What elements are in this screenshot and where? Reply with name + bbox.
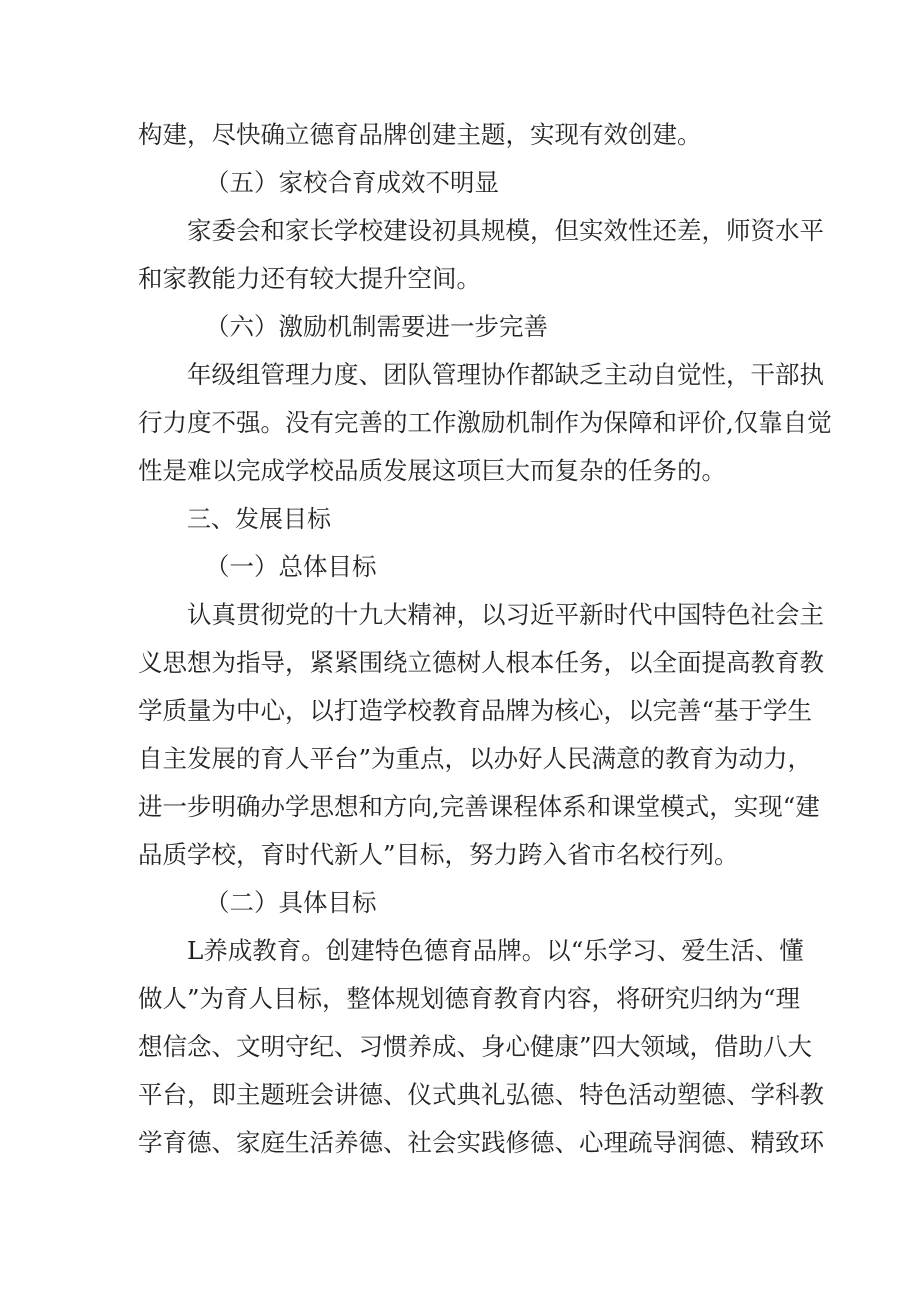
paragraph-line: 做人”为育人目标，整体规划德育教育内容，将研究归纳为“理 — [138, 984, 801, 1013]
paragraph-line: 学质量为中心，以打造学校教育品牌为核心，以完善“基于学生 — [138, 696, 813, 725]
paragraph-line: 义思想为指导，紧紧围绕立德树人根本任务，以全面提高教育教 — [138, 648, 824, 677]
paragraph-line: 想信念、文明守纪、习惯养成、身心健康”四大领域，借助八大 — [138, 1032, 813, 1061]
paragraph-line: 性是难以完成学校品质发展这项巨大而复杂的任务的。 — [138, 456, 726, 485]
subheading-five: （五）家校合育成效不明显 — [205, 168, 499, 197]
paragraph-line: 进一步明确办学思想和方向,完善课程体系和课堂模式，实现“建 — [138, 792, 820, 821]
section-heading: 三、发展目标 — [187, 505, 331, 533]
subheading-overall-goal: （一）总体目标 — [205, 552, 377, 581]
paragraph-line: 年级组管理力度、团队管理协作都缺乏主动自觉性，干部执 — [187, 360, 824, 389]
paragraph-line: 家委会和家长学校建设初具规模，但实效性还差，师资水平 — [187, 216, 824, 245]
paragraph-line: 自主发展的育人平台”为重点，以办好人民满意的教育为动力， — [138, 744, 813, 773]
paragraph-line: L养成教育。创建特色德育品牌。以“乐学习、爱生活、懂 — [187, 936, 804, 965]
paragraph-line: 学育德、家庭生活养德、社会实践修德、心理疏导润德、精致环 — [138, 1128, 824, 1157]
subheading-specific-goal: （二）具体目标 — [205, 888, 377, 917]
paragraph-line: 平台，即主题班会讲德、仪式典礼弘德、特色活动塑德、学科教 — [138, 1080, 824, 1109]
paragraph-line: 和家教能力还有较大提升空间。 — [138, 264, 481, 293]
paragraph-line: 品质学校，育时代新人”目标，努力跨入省市名校行列。 — [138, 840, 739, 869]
paragraph-line: 行力度不强。没有完善的工作激励机制作为保障和评价,仅靠自觉 — [138, 408, 832, 437]
paragraph-line: 构建，尽快确立德育品牌创建主题，实现有效创建。 — [138, 120, 702, 149]
paragraph-line: 认真贯彻党的十九大精神，以习近平新时代中国特色社会主 — [187, 600, 824, 629]
subheading-six: （六）激励机制需要进一步完善 — [205, 312, 548, 341]
